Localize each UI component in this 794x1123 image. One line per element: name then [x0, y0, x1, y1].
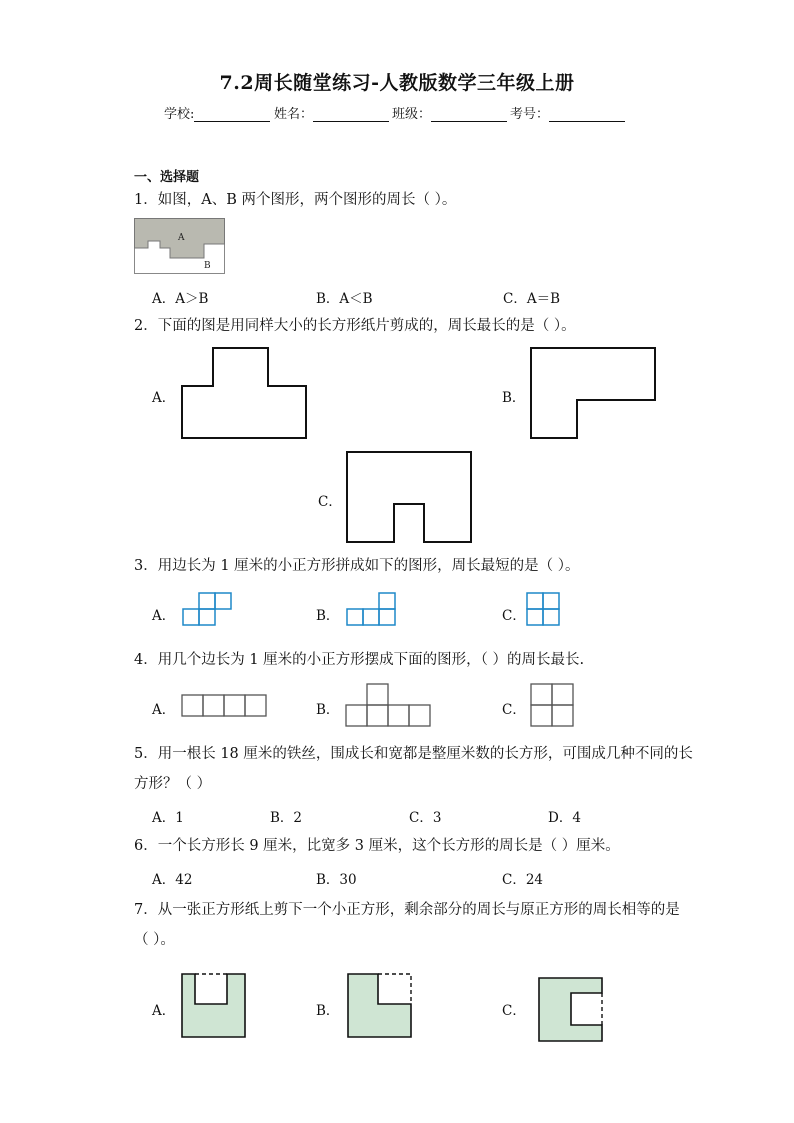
q7-option-a[interactable]: A．: [152, 1003, 176, 1019]
number-label: 考号：: [510, 107, 550, 122]
q4-option-c[interactable]: C．: [502, 702, 526, 718]
question-7-line-2: （ ）。: [134, 932, 175, 948]
q2-option-b[interactable]: B．: [502, 390, 526, 406]
name-field: [274, 103, 389, 122]
class-label: 班级：: [392, 107, 432, 122]
q3-figure-b: [346, 591, 400, 629]
school-blank[interactable]: [194, 107, 270, 122]
q1-figure: [134, 218, 226, 274]
question-5-line-1: 5．用一根长 18 厘米的铁丝，围成长和宽都是整厘米数的长方形，可围成几种不同的长: [134, 746, 693, 762]
question-3-text: 3．用边长为 1 厘米的小正方形拼成如下的图形，周长最短的是（ ）。: [134, 558, 580, 574]
q5-option-c[interactable]: C．3: [409, 810, 442, 826]
q4-figure-a: [181, 694, 269, 718]
q3-option-a[interactable]: A．: [152, 608, 176, 624]
class-field: [392, 103, 507, 122]
question-1-text: 1．如图，A、B 两个图形，两个图形的周长（ ）。: [134, 192, 457, 208]
q3-option-c[interactable]: C．: [502, 608, 526, 624]
q2-figure-b: [529, 346, 659, 442]
q7-option-b[interactable]: B．: [316, 1003, 340, 1019]
q2-figure-c: [345, 450, 475, 546]
q7-option-c[interactable]: C．: [502, 1003, 526, 1019]
q3-figure-a: [182, 591, 236, 629]
q4-option-a[interactable]: A．: [152, 702, 176, 718]
name-blank[interactable]: [313, 107, 389, 122]
q1-option-b[interactable]: B．A＜B: [316, 291, 373, 307]
q2-option-c[interactable]: C．: [318, 494, 342, 510]
question-5-line-2: 方形？（ ）: [134, 776, 212, 792]
question-6-text: 6．一个长方形长 9 厘米，比宽多 3 厘米，这个长方形的周长是（ ）厘米。: [134, 838, 620, 854]
q4-figure-c: [529, 682, 577, 728]
section-heading: 一、选择题: [134, 170, 200, 185]
q5-option-a[interactable]: A．1: [152, 810, 184, 826]
q5-option-d[interactable]: D．4: [548, 810, 581, 826]
q2-figure-a: [180, 346, 310, 442]
q5-option-b[interactable]: B．2: [270, 810, 303, 826]
q7-figure-c: [538, 977, 606, 1045]
class-blank[interactable]: [431, 107, 507, 122]
school-field: [164, 103, 270, 122]
question-4-text: 4．用几个边长为 1 厘米的小正方形摆成下面的图形，（ ）的周长最长.: [134, 652, 585, 668]
q6-option-b[interactable]: B．30: [316, 872, 357, 888]
q1-label-a: A: [178, 233, 185, 243]
school-label: 学校:: [164, 107, 195, 122]
q4-option-b[interactable]: B．: [316, 702, 340, 718]
q7-figure-a: [181, 973, 249, 1041]
number-field: [510, 103, 625, 122]
q1-option-a[interactable]: A．A＞B: [152, 291, 209, 307]
q3-option-b[interactable]: B．: [316, 608, 340, 624]
q1-label-b: B: [204, 261, 211, 271]
question-2-text: 2．下面的图是用同样大小的长方形纸片剪成的，周长最长的是（ ）。: [134, 318, 576, 334]
q6-option-a[interactable]: A．42: [152, 872, 193, 888]
q6-option-c[interactable]: C．24: [502, 872, 544, 888]
page-title: 7.2周长随堂练习-人教版数学三年级上册: [219, 72, 575, 94]
q3-figure-c: [526, 591, 564, 629]
name-label: 姓名：: [274, 107, 314, 122]
number-blank[interactable]: [549, 107, 625, 122]
q4-figure-b: [345, 682, 433, 728]
q2-option-a[interactable]: A．: [152, 390, 176, 406]
q1-option-c[interactable]: C．A＝B: [503, 291, 560, 307]
q7-figure-b: [347, 973, 415, 1041]
question-7-line-1: 7．从一张正方形纸上剪下一个小正方形，剩余部分的周长与原正方形的周长相等的是: [134, 902, 680, 918]
